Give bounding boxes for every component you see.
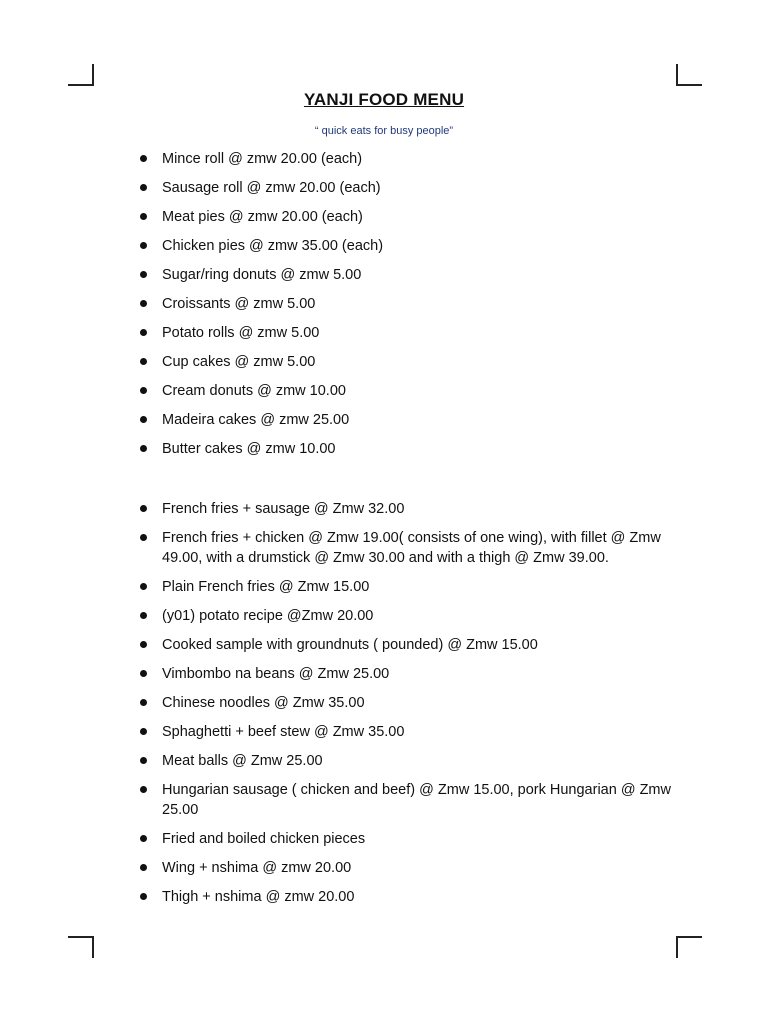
bullet-icon <box>140 242 147 249</box>
list-item <box>140 528 680 568</box>
list-item-text: Cream donuts @ zmw 10.00 <box>162 383 346 399</box>
menu-list-bakery <box>140 149 680 468</box>
menu-title: YANJI FOOD MENU <box>303 90 465 109</box>
bullet-icon <box>140 699 147 706</box>
bullet-icon <box>140 213 147 220</box>
list-item-text: Sphaghetti + beef stew @ Zmw 35.00 <box>162 724 405 740</box>
bullet-icon <box>140 835 147 842</box>
list-item-text: Potato rolls @ zmw 5.00 <box>162 325 320 341</box>
list-item <box>140 178 680 198</box>
list-item <box>140 323 680 343</box>
list-item-text: Chinese noodles @ Zmw 35.00 <box>162 695 365 711</box>
bullet-icon <box>140 416 147 423</box>
list-item <box>140 410 680 430</box>
bullet-icon <box>140 864 147 871</box>
crop-mark-top-right <box>676 64 702 86</box>
list-item-text: (y01) potato recipe @Zmw 20.00 <box>162 608 374 624</box>
list-item-text: Butter cakes @ zmw 10.00 <box>162 441 336 457</box>
list-item <box>140 887 680 907</box>
list-item-text: Hungarian sausage ( chicken and beef) @ Zmw 15.00, pork Hungarian @ Zmw 25.00 <box>162 782 671 818</box>
list-item <box>140 751 680 771</box>
list-item-text: Madeira cakes @ zmw 25.00 <box>162 412 350 428</box>
list-item-text: Sugar/ring donuts @ zmw 5.00 <box>162 267 362 283</box>
bullet-icon <box>140 583 147 590</box>
bullet-icon <box>140 893 147 900</box>
list-item <box>140 352 680 372</box>
list-item <box>140 265 680 285</box>
list-item <box>140 577 680 597</box>
bullet-icon <box>140 300 147 307</box>
bullet-icon <box>140 612 147 619</box>
list-item-text: French fries + chicken @ Zmw 19.00( consists of one wing), with fillet @ Zmw 49.00, with a drumstick @ Zmw 30.00 and with a thigh @ Zmw 39.00. <box>162 530 661 566</box>
bullet-icon <box>140 534 147 541</box>
list-item-text: Plain French fries @ Zmw 15.00 <box>162 579 370 595</box>
bullet-icon <box>140 670 147 677</box>
list-item-text: Mince roll @ zmw 20.00 (each) <box>162 151 363 167</box>
list-item <box>140 722 680 742</box>
bullet-icon <box>140 641 147 648</box>
crop-mark-top-left <box>68 64 94 86</box>
list-item-text: Meat balls @ Zmw 25.00 <box>162 753 323 769</box>
list-item <box>140 829 680 849</box>
bullet-icon <box>140 786 147 793</box>
bullet-icon <box>140 505 147 512</box>
bullet-icon <box>140 387 147 394</box>
menu-tagline: “ quick eats for busy people” <box>314 125 454 137</box>
list-item <box>140 858 680 878</box>
list-item <box>140 693 680 713</box>
list-item-text: Cooked sample with groundnuts ( pounded) @ Zmw 15.00 <box>162 637 538 653</box>
crop-mark-bottom-right <box>676 936 702 958</box>
menu-list-meals <box>140 499 680 916</box>
list-item-text: Chicken pies @ zmw 35.00 (each) <box>162 238 384 254</box>
list-item-text: Sausage roll @ zmw 20.00 (each) <box>162 180 381 196</box>
list-item-text: Cup cakes @ zmw 5.00 <box>162 354 316 370</box>
list-item-text: Thigh + nshima @ zmw 20.00 <box>162 889 355 905</box>
list-item-text: Croissants @ zmw 5.00 <box>162 296 316 312</box>
list-item <box>140 149 680 169</box>
list-item <box>140 780 680 820</box>
list-item <box>140 236 680 256</box>
bullet-icon <box>140 445 147 452</box>
list-item <box>140 499 680 519</box>
list-item-text: Meat pies @ zmw 20.00 (each) <box>162 209 363 225</box>
list-item <box>140 294 680 314</box>
bullet-icon <box>140 757 147 764</box>
list-item-text: Wing + nshima @ zmw 20.00 <box>162 860 352 876</box>
list-item <box>140 381 680 401</box>
list-item-text: French fries + sausage @ Zmw 32.00 <box>162 501 405 517</box>
bullet-icon <box>140 184 147 191</box>
list-item <box>140 207 680 227</box>
bullet-icon <box>140 358 147 365</box>
list-item <box>140 439 680 459</box>
list-item <box>140 606 680 626</box>
crop-mark-bottom-left <box>68 936 94 958</box>
list-item <box>140 635 680 655</box>
bullet-icon <box>140 155 147 162</box>
bullet-icon <box>140 728 147 735</box>
bullet-icon <box>140 271 147 278</box>
list-item-text: Vimbombo na beans @ Zmw 25.00 <box>162 666 390 682</box>
list-item <box>140 664 680 684</box>
bullet-icon <box>140 329 147 336</box>
list-item-text: Fried and boiled chicken pieces <box>162 831 366 847</box>
